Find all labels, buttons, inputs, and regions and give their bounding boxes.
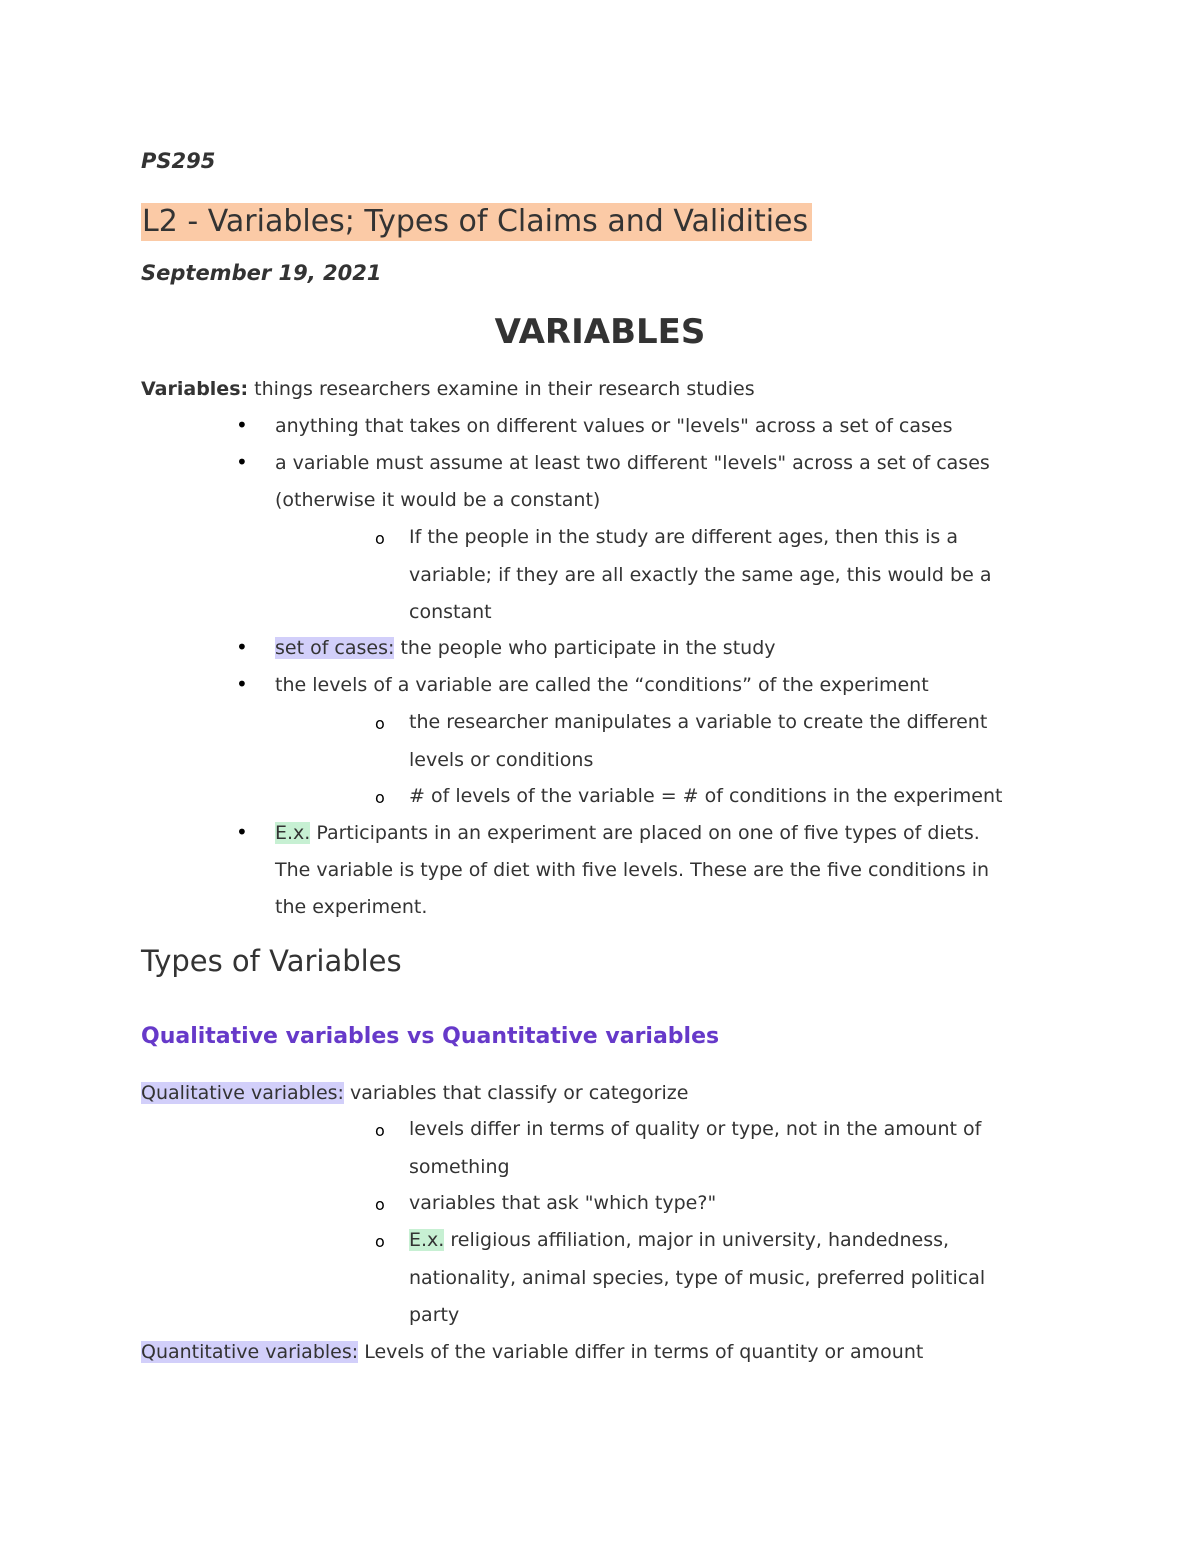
bullet-item: anything that takes on different values or "levels" across a set of cases: [275, 415, 953, 437]
sub-bullet-item-continued: levels or conditions: [409, 749, 594, 771]
sub-bullet-marker: o: [375, 529, 385, 548]
example-text: religious affiliation, major in university, handedness,: [450, 1229, 950, 1251]
sub-bullet-item: [409, 1228, 949, 1252]
sub-bullet-item: variables that ask "which type?": [409, 1192, 717, 1214]
sub-bullet-item: levels differ in terms of quality or type, not in the amount of: [409, 1118, 982, 1140]
set-of-cases-text: the people who participate in the study: [400, 637, 776, 659]
sub-bullet-marker: o: [375, 714, 385, 733]
bullet-item: the levels of a variable are called the “conditions” of the experiment: [275, 674, 929, 696]
bullet-item: a variable must assume at least two different "levels" across a set of cases: [275, 452, 990, 474]
section-title: VARIABLES: [494, 312, 706, 352]
sub-bullet-marker: o: [375, 1195, 385, 1214]
types-heading: Types of Variables: [141, 944, 402, 978]
bullet-marker: •: [236, 635, 248, 659]
qualitative-definition-text: variables that classify or categorize: [350, 1082, 689, 1104]
sub-bullet-marker: o: [375, 1232, 385, 1251]
sub-bullet-item-continued: party: [409, 1304, 460, 1326]
bullet-item: [275, 821, 980, 845]
qual-quant-subheading: Qualitative variables vs Quantitative variables: [141, 1024, 720, 1049]
qualitative-definition: [141, 1081, 688, 1105]
variables-definition-text: things researchers examine in their research studies: [254, 378, 755, 400]
example-tag: E.x.: [275, 822, 311, 844]
bullet-item-continued: (otherwise it would be a constant): [275, 489, 601, 511]
lecture-date: September 19, 2021: [141, 261, 382, 285]
example-tag: E.x.: [409, 1229, 445, 1251]
bullet-marker: •: [236, 413, 248, 437]
bullet-item-continued: the experiment.: [275, 896, 428, 918]
bullet-item-continued: The variable is type of diet with five levels. These are the five conditions in: [275, 859, 990, 881]
bullet-marker: •: [236, 450, 248, 474]
quantitative-term: Quantitative variables:: [141, 1341, 359, 1363]
quantitative-definition-text: Levels of the variable differ in terms of quantity or amount: [364, 1341, 924, 1363]
course-code: PS295: [141, 149, 216, 173]
sub-bullet-item-continued: something: [409, 1156, 510, 1178]
lecture-title: L2 - Variables; Types of Claims and Validities: [141, 203, 812, 241]
sub-bullet-item: the researcher manipulates a variable to create the different: [409, 711, 988, 733]
variables-definition: [141, 377, 755, 401]
sub-bullet-marker: o: [375, 788, 385, 807]
bullet-marker: •: [236, 820, 248, 844]
bullet-item: [275, 636, 776, 660]
bullet-marker: •: [236, 672, 248, 696]
sub-bullet-item: If the people in the study are different ages, then this is a: [409, 526, 959, 548]
sub-bullet-item-continued: nationality, animal species, type of music, preferred political: [409, 1267, 986, 1289]
variables-term: Variables:: [141, 378, 249, 400]
sub-bullet-item: # of levels of the variable = # of conditions in the experiment: [409, 785, 1003, 807]
quantitative-definition: [141, 1340, 923, 1364]
sub-bullet-item-continued: constant: [409, 601, 492, 623]
set-of-cases-term: set of cases:: [275, 637, 395, 659]
qualitative-term: Qualitative variables:: [141, 1082, 344, 1104]
example-text: Participants in an experiment are placed on one of five types of diets.: [316, 822, 980, 844]
sub-bullet-marker: o: [375, 1121, 385, 1140]
sub-bullet-item-continued: variable; if they are all exactly the same age, this would be a: [409, 564, 992, 586]
